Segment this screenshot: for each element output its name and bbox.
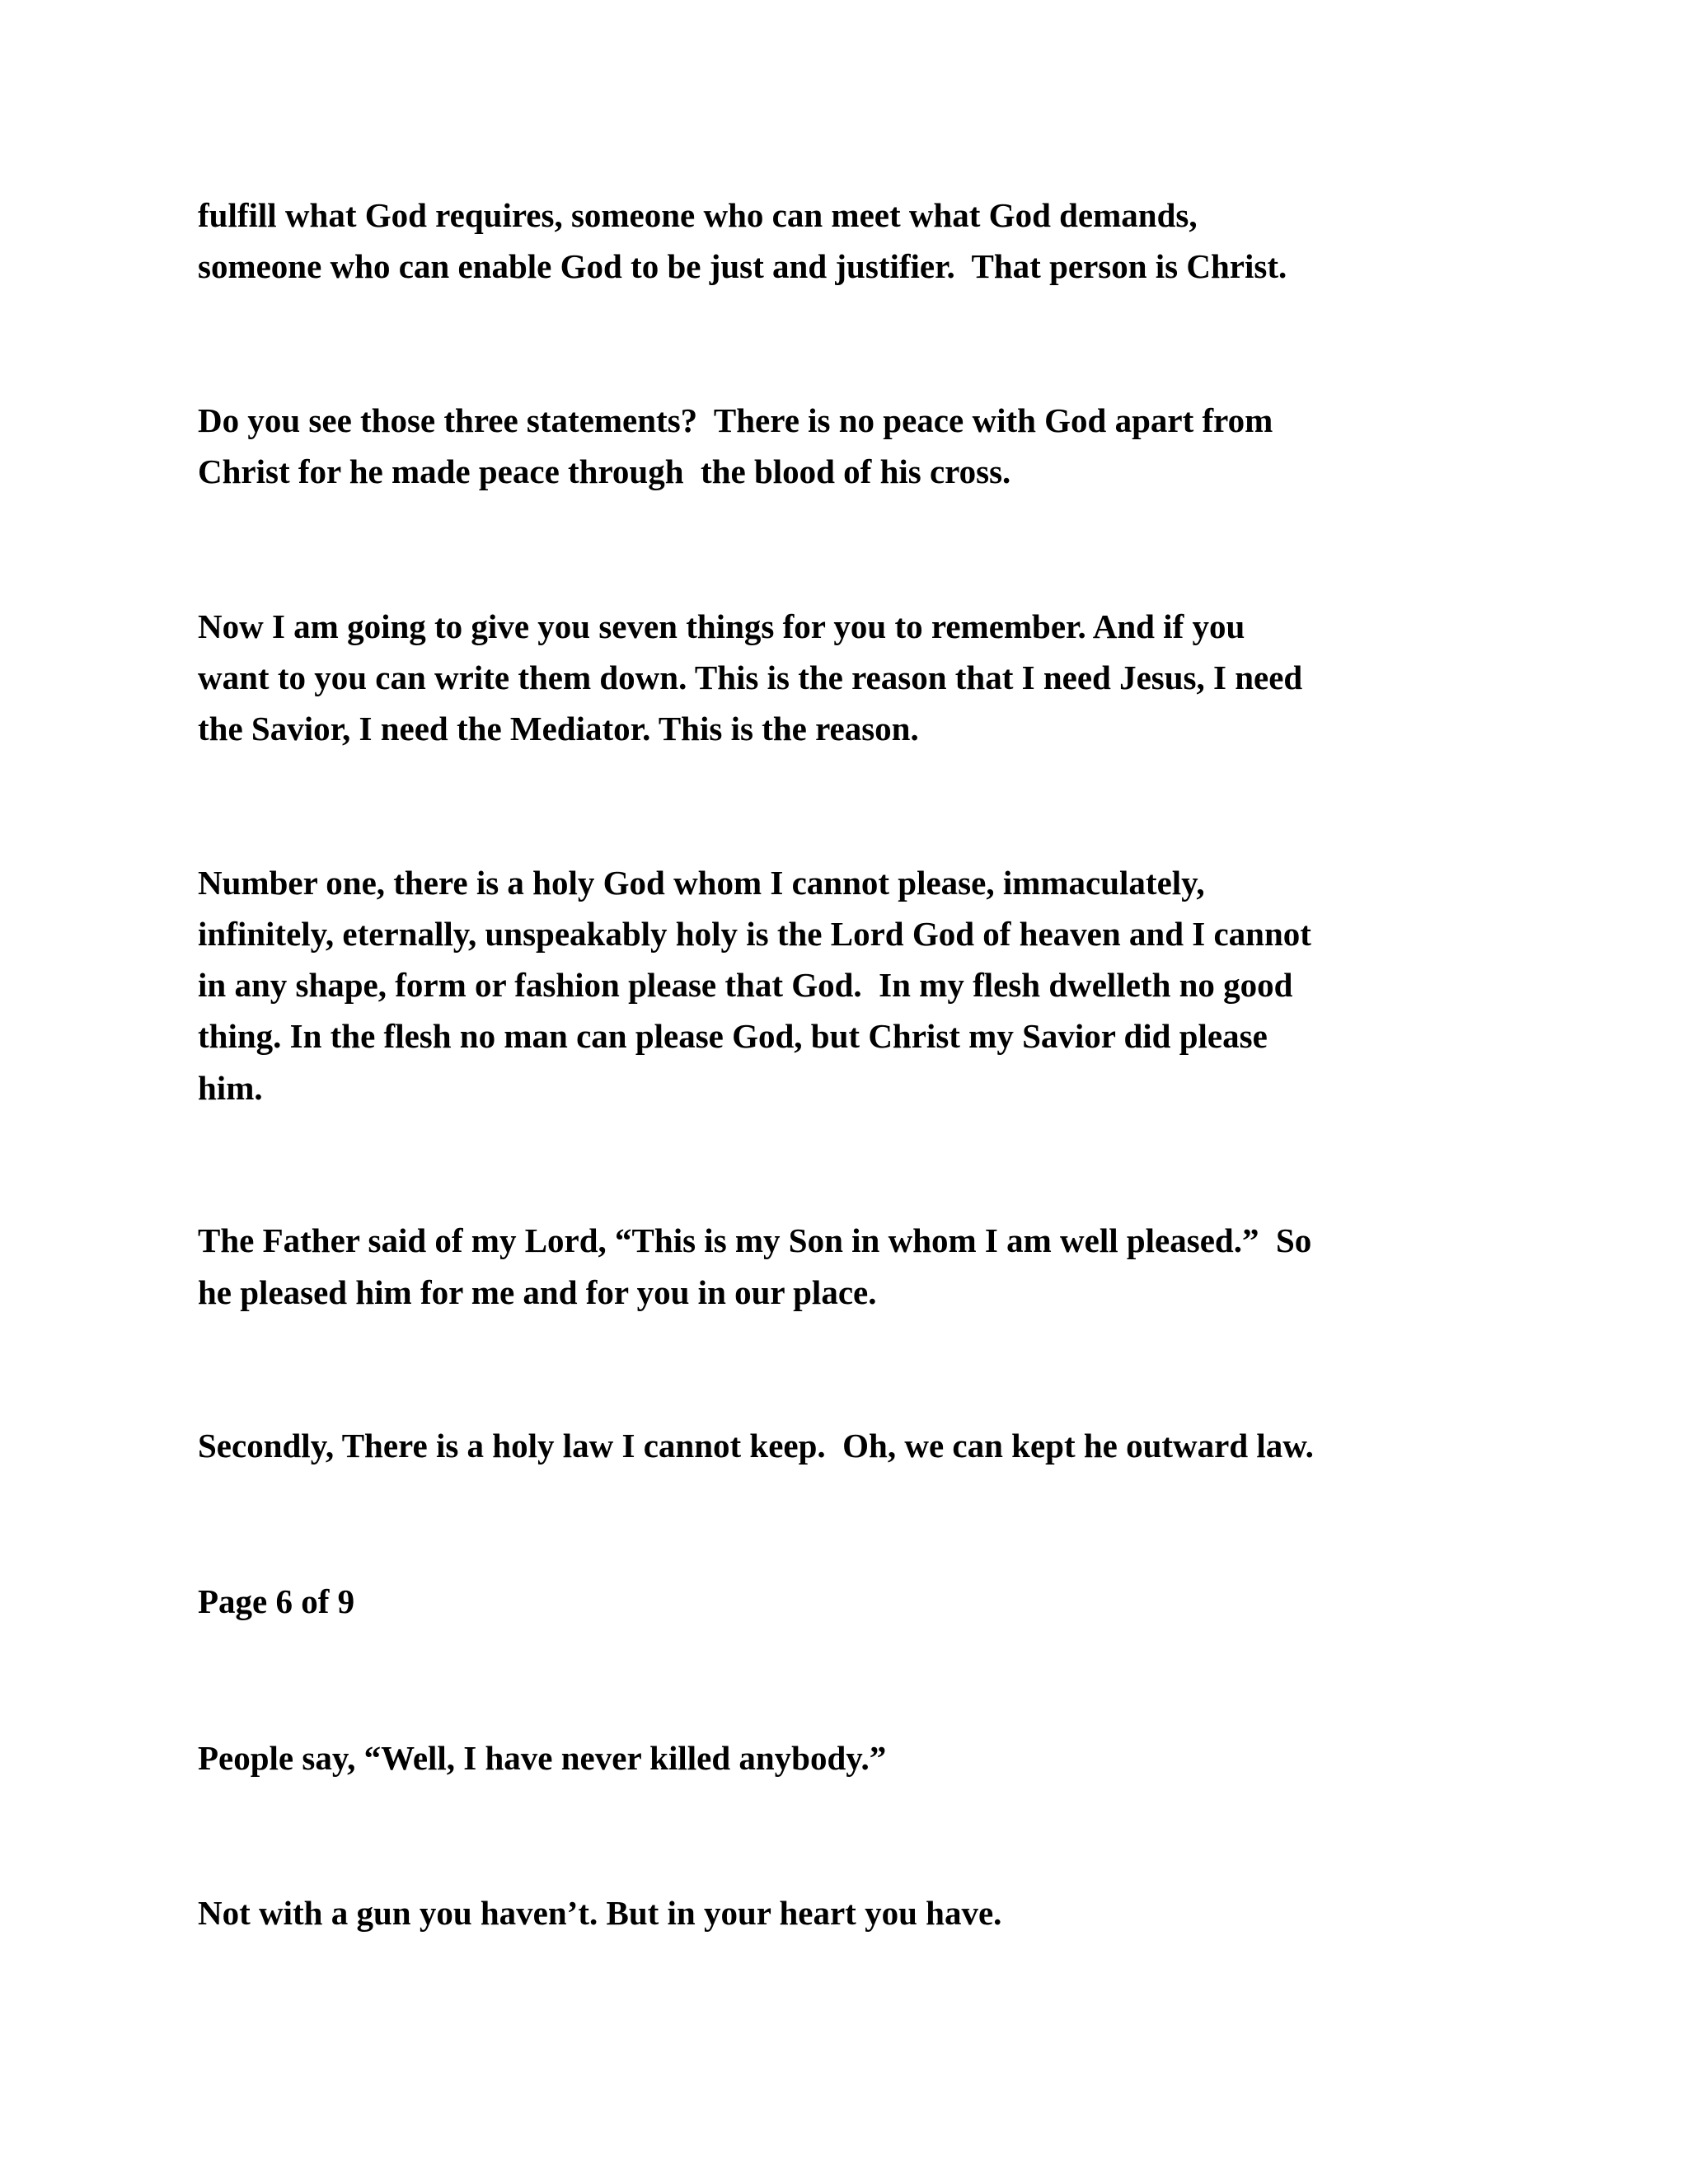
paragraph-5-line-2: he pleased him for me and for you in our place. [198,1273,877,1311]
paragraph-4-line-1: Number one, there is a holy God whom I cannot please, immaculately, [198,864,1205,902]
paragraph-5-line-1: The Father said of my Lord, “This is my Son in whom I am well pleased.” So [198,1221,1312,1259]
paragraph-2-line-2: Christ for he made peace through the blood of his cross. [198,452,1011,490]
paragraph-4-line-2: infinitely, eternally, unspeakably holy is the Lord God of heaven and I cannot [198,915,1311,953]
paragraph-4-line-4: thing. In the flesh no man can please God, but Christ my Savior did please [198,1017,1268,1055]
paragraph-6-line-1: Secondly, There is a holy law I cannot keep. Oh, we can kept he outward law. [198,1427,1314,1465]
paragraph-1-line-2: someone who can enable God to be just and justifier. That person is Christ. [198,247,1287,285]
paragraph-3-line-2: want to you can write them down. This is the reason that I need Jesus, I need [198,658,1303,696]
paragraph-3-line-1: Now I am going to give you seven things for you to remember. And if you [198,607,1245,645]
paragraph-3-line-3: the Savior, I need the Mediator. This is the reason. [198,710,919,748]
paragraph-8-line-1: Not with a gun you haven’t. But in your heart you have. [198,1894,1002,1932]
page-number: Page 6 of 9 [198,1582,355,1620]
paragraph-4-line-5: him. [198,1069,263,1107]
paragraph-1-line-1: fulfill what God requires, someone who can meet what God demands, [198,196,1198,234]
paragraph-4-line-3: in any shape, form or fashion please that God. In my flesh dwelleth no good [198,966,1293,1004]
paragraph-7-line-1: People say, “Well, I have never killed anybody.” [198,1739,887,1777]
paragraph-2-line-1: Do you see those three statements? There is no peace with God apart from [198,401,1273,439]
